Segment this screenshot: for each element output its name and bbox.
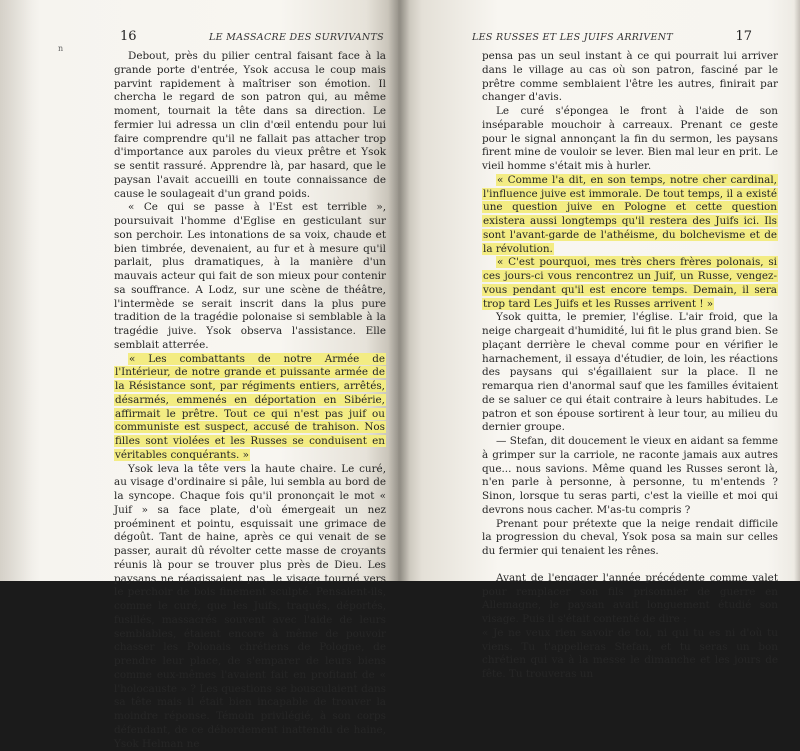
right-body-text	[482, 50, 778, 682]
highlighted-paragraph	[482, 174, 778, 257]
paragraph: Le curé s'épongea le front à l'aide de son inséparable mouchoir à carreaux. Prenant ce geste pour le signal annonçant la fin du sermon, les paysans firent mine de vouloir se lever. Bien mal leur en prit. Le vieil homme s'était mis à hurler.	[482, 105, 778, 174]
highlighted-paragraph	[114, 353, 386, 463]
right-page	[398, 0, 800, 581]
page-edge-shadow	[794, 0, 800, 581]
left-page-number: 16	[120, 29, 137, 44]
paragraph: pensa pas un seul instant à ce qui pourrait lui arriver dans le village au cas où son patron, fasciné par le prêtre comme semblaient l'être les autres, finirait par changer d'avis.	[482, 50, 778, 105]
paragraph: Ysok quitta, le premier, l'église. L'air froid, que la neige chargeait d'humidité, lui fit le plus grand bien. Se plaçant derrière le cheval comme pour en vérifier le harnachement, il essaya d'étudier, de loin, les réactions des paysans qui s'égaillaient sur la place. Il ne remarqua rien d'anormal sauf que les familles évitaient de se saluer ce qui était contraire à leurs habitudes. Le patron et son épouse sortirent à leur tour, au milieu du dernier groupe.	[482, 311, 778, 435]
left-page	[0, 0, 398, 581]
right-running-head: LES RUSSES ET LES JUIFS ARRIVENT	[472, 32, 673, 43]
paragraph: Ysok leva la tête vers la haute chaire. Le curé, au visage d'ordinaire si pâle, lui sembla au bord de la syncope. Chaque fois qu'il prononçait le mot « Juif » sa face plate, d'où émergeait un nez proéminent et pointu, esquissait une grimace de dégoût. Tant de haine, après ce qui venait de se passer, aurait dû révolter cette masse de croyants réunis là pour se trouver plus près de Dieu. Les paysans ne réagissaient pas, le visage tourné vers le perchoir de bois finement sculpté. Pensaient-ils, comme le curé, que les Juifs, traqués, déportés, fusillés, massacrés souvent avec l'aide de leurs semblables, étaient encore à même de pouvoir chasser les Polonais chrétiens de Pologne, de prendre leur place, de s'emparer de leurs biens comme eux-mêmes l'avaient fait en profitant de « l'holocauste » ? Les questions se bousculaient dans sa tête mais il était bien incapable de trouver la moindre réponse. Témoin privilégié, à son corps défendant, de ce débordement inattendu de haine, Ysok Helman ne	[114, 463, 386, 751]
right-page-number: 17	[735, 29, 752, 44]
margin-mark: n	[58, 44, 63, 53]
highlighted-paragraph	[482, 256, 778, 311]
paragraph: « Ce qui se passe à l'Est est terrible », poursuivait l'homme d'Eglise en gesticulant sur son perchoir. Les intonations de sa voix, chaude et bien timbrée, devenaient, au fur et à mesure qu'il parlait, plus dramatiques, à la manière d'un mauvais acteur qui fait de son mieux pour contenir sa souffrance. A Lodz, sur une scène de théâtre, l'intermède se serait inscrit dans la plus pure tradition de la tragédie polonaise si semblable à la tragédie juive. Ysok observa l'assistance. Elle semblait atterrée.	[114, 201, 386, 352]
paragraph: Avant de l'engager l'année précédente comme valet pour remplacer son fils prisonnier de guerre en Allemagne, le paysan avait longuement étudié son visage. Puis il s'était contenté de dire :	[482, 572, 778, 627]
paragraph: Prenant pour prétexte que la neige rendait difficile la progression du cheval, Ysok posa sa main sur celles du fermier qui tenaient les rênes.	[482, 518, 778, 559]
paragraph: — Stefan, dit doucement le vieux en aidant sa femme à grimper sur la carriole, ne raconte jamais aux autres que... nous savions. Même quand les Russes seront là, n'en parle à personne, à personne, tu m'entends ? Sinon, lorsque tu seras parti, c'est la vieille et moi qui devrons nous cacher. M'as-tu compris ?	[482, 435, 778, 518]
left-running-head: LE MASSACRE DES SURVIVANTS	[209, 32, 384, 43]
paragraph: Debout, près du pilier central faisant face à la grande porte d'entrée, Ysok accusa le coup mais parvint rapidement à maîtriser son émotion. Il chercha le regard de son patron qui, au même moment, tournait la tête dans sa direction. Le fermier lui adressa un clin d'œil entendu pour lui faire comprendre qu'il ne fallait pas attacher trop d'importance aux paroles du vieux prêtre et Ysok se sentit rassuré. Apprendre là, par hasard, que le paysan l'avait accueilli en toute connaissance de cause le soulageait d'un grand poids.	[114, 50, 386, 201]
highlight-mark: « C'est pourquoi, mes très chers frères polonais, si ces jours-ci vous rencontrez un Juif, un Russe, vengez-vous pendant qu'il est encore temps. Demain, il sera trop tard Les Juifs et les Russes arrivent ! »	[482, 256, 778, 309]
highlight-mark: « Comme l'a dit, en son temps, notre cher cardinal, l'influence juive est immorale. De tout temps, il a existé une question juive en Pologne et cette question existera aussi longtemps qu'il restera des Juifs ici. Ils sont l'avant-garde de l'athéisme, du bolchevisme et de la révolution.	[482, 174, 778, 255]
highlight-mark: « Les combattants de notre Armée de l'Intérieur, de notre grande et puissante armée de la Résistance sont, par régiments entiers, arrêtés, désarmés, emmenés en déportation en Sibérie, affirmait le prêtre. Tout ce qui n'est pas juif ou communiste est suspect, accusé de trahison. Nos filles sont violées et les Russes se conduisent en véritables conquérants. »	[114, 353, 386, 461]
page-edge-wear	[0, 0, 40, 581]
paragraph: « Je ne veux rien savoir de toi, ni qui tu es ni d'où tu viens. Tu t'appelleras Stefan, et tu seras un bon chrétien qui va à la messe le dimanche et les jours de fête. Tu trouveras un	[482, 627, 778, 682]
left-body-text	[114, 50, 386, 751]
